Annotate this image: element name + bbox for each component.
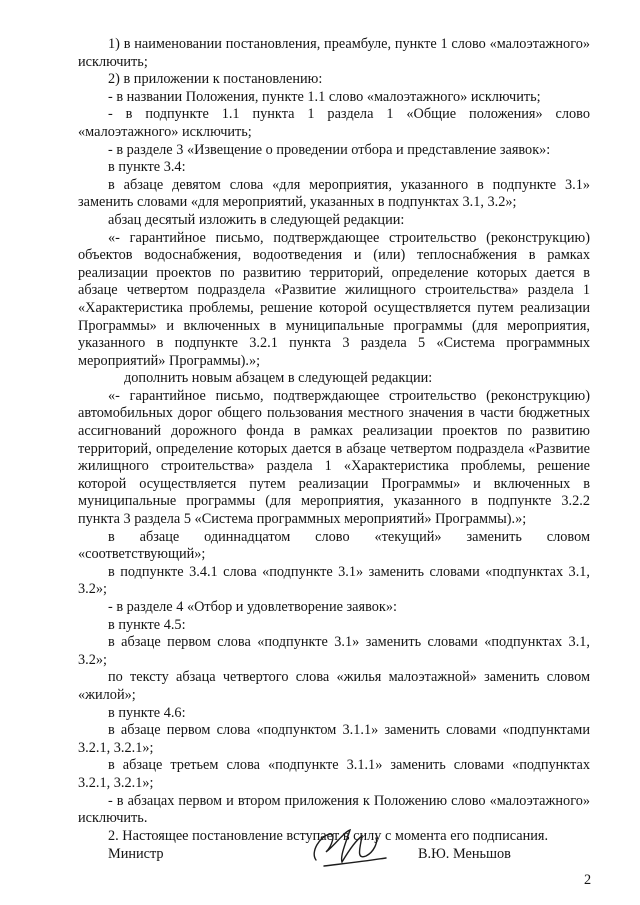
signatory-position: Министр [108,846,164,862]
paragraph: 2. Настоящее постановление вступает в силу с момента его подписания. [108,827,549,844]
document-body [78,36,590,845]
paragraph: абзац десятый изложить в следующей редакции: [108,211,405,228]
paragraph: в подпункте 3.4.1 слова «подпункте 3.1» заменить словами «подпунктах 3.1, 3.2»; [78,563,590,598]
paragraph: - в разделе 3 «Извещение о проведении отбора и представление заявок»: [108,141,551,158]
paragraph: 1) в наименовании постановления, преамбуле, пункте 1 слово «малоэтажного» исключить; [78,36,590,70]
paragraph: 2) в приложении к постановлению: [108,71,323,88]
paragraph: по тексту абзаца четвертого слова «жилья малоэтажной» заменить словом «жилой»; [78,669,590,703]
signatory-name: В.Ю. Меньшов [418,846,511,862]
paragraph: в абзаце первом слова «подпунктом 3.1.1» заменить словами «подпунктами 3.2.1, 3.2.1»; [78,722,590,756]
paragraph: в абзаце первом слова «подпункте 3.1» заменить словами «подпунктах 3.1, 3.2»; [78,634,590,668]
paragraph: «- гарантийное письмо, подтверждающее строительство (реконструкцию) автомобильных дорог общего пользования местного значения в части бюджетных ассигнований дорожного фонда в рамках реализации проектов по развитию территорий, определение которых дается в абзаце четвертом подраздела «Развитие жилищного строительства» раздела 1 «Характеристика проблемы, решение которой осуществляется путем реализации Программы» и включенных в муниципальные программы (для мероприятия, указанного в подпункте 3.2.2 пункта 3 раздела 5 «Система программных мероприятий» Программы).»; [78,387,590,528]
paragraph: в пункте 4.5: [108,616,186,633]
paragraph: дополнить новым абзацем в следующей редакции: [124,370,433,387]
handwritten-signature [306,822,396,874]
paragraph: в пункте 4.6: [108,704,186,721]
paragraph: в пункте 3.4: [108,159,186,176]
paragraph: «- гарантийное письмо, подтверждающее строительство (реконструкцию) объектов водоснабжения, водоотведения и (или) теплоснабжения в рамках реализации проектов по развитию территорий, определение которых дается в абзаце четвертом подраздела «Развитие жилищного строительства» раздела 1 «Характеристика проблемы, решение которой осуществляется путем реализации Программы» и включенных в муниципальные программы (для мероприятия, указанного в подпункте 3.2.1 пункта 3 раздела 5 «Система программных мероприятий» Программы).»; [78,229,590,369]
paragraph: - в названии Положения, пункте 1.1 слово «малоэтажного» исключить; [108,88,541,105]
paragraph: в абзаце девятом слова «для мероприятия, указанного в подпункте 3.1» заменить словами «для мероприятий, указанных в подпунктах 3.1, 3.2»; [78,176,590,211]
paragraph: в абзаце одиннадцатом слово «текущий» заменить словом «соответствующий»; [78,528,590,563]
paragraph: - в разделе 4 «Отбор и удовлетворение заявок»: [108,599,397,615]
paragraph: - в подпункте 1.1 пункта 1 раздела 1 «Общие положения» слово «малоэтажного» исключить; [78,106,590,140]
paragraph: - в абзацах первом и втором приложения к Положению слово «малоэтажного» исключить. [78,792,590,827]
page-number: 2 [584,872,592,888]
paragraph: в абзаце третьем слова «подпункте 3.1.1» заменить словами «подпунктах 3.2.1, 3.2.1»; [78,757,590,791]
